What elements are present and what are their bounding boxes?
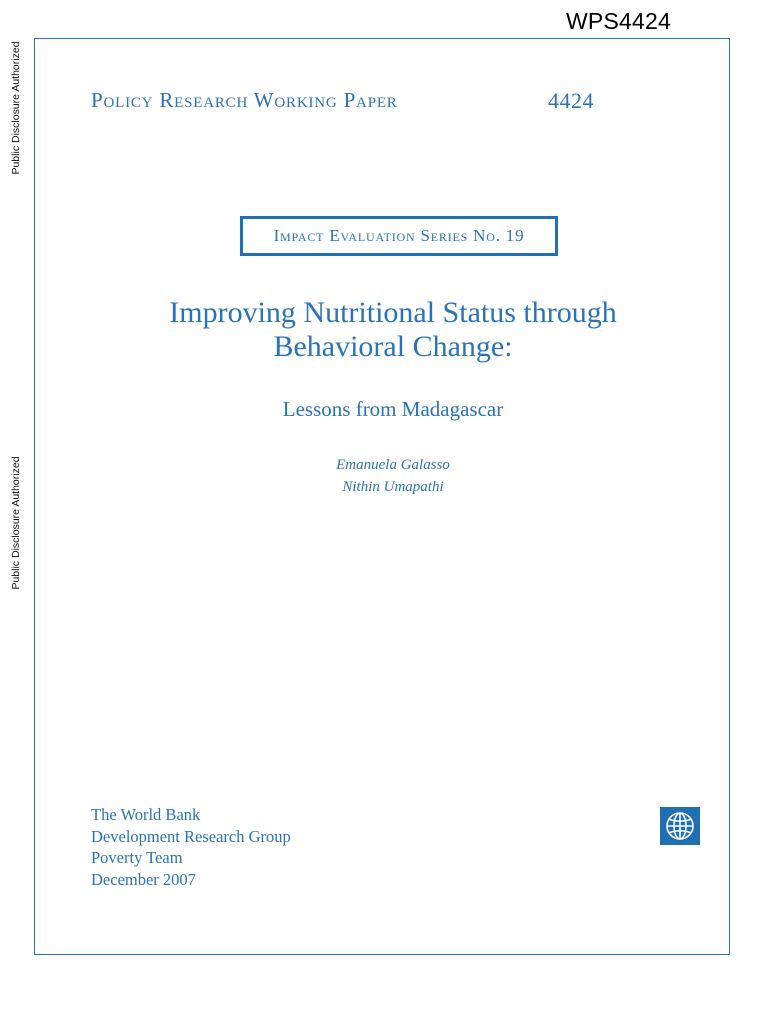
disclosure-label-middle: Public Disclosure Authorized (10, 456, 22, 590)
title-line-2: Behavioral Change: (273, 330, 513, 363)
document-id: WPS4424 (566, 8, 671, 34)
publication-date: December 2007 (91, 869, 196, 889)
title-line-1: Improving Nutritional Status through (169, 296, 617, 329)
series-name: Policy Research Working Paper (91, 88, 398, 112)
author-name: Emanuela Galasso (336, 457, 450, 473)
paper-title (60, 296, 726, 364)
author-list (60, 454, 726, 498)
publisher-block (91, 804, 291, 890)
publisher-org: The World Bank (91, 805, 201, 824)
sub-series-label: Impact Evaluation Series No. 19 (273, 226, 525, 245)
disclosure-label-top: Public Disclosure Authorized (10, 41, 22, 175)
paper-number: 4424 (548, 88, 594, 113)
world-bank-globe-icon (660, 807, 700, 845)
author-name: Nithin Umapathi (342, 479, 444, 495)
paper-subtitle: Lessons from Madagascar (282, 397, 504, 421)
publisher-group: Development Research Group (91, 826, 291, 846)
publisher-team: Poverty Team (91, 848, 183, 867)
sub-series-box (240, 216, 558, 256)
